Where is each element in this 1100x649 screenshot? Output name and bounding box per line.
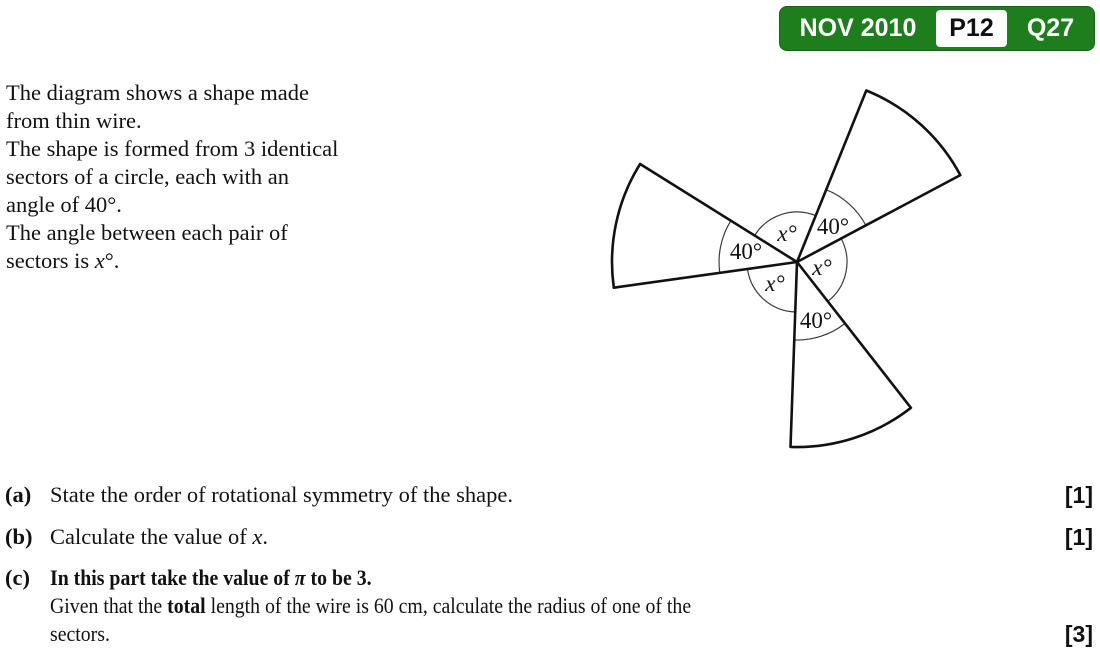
part-c-line3: [50, 620, 118, 648]
intro-line: [6, 247, 338, 275]
part-c-line3-text: sectors.: [50, 621, 110, 646]
wire-shape-diagram: [595, 85, 975, 460]
part-c-line1: [50, 564, 415, 592]
sector-left: [612, 164, 797, 288]
part-c-line2-pre: Given that the: [50, 593, 168, 618]
intro-line: The diagram shows a shape made: [6, 80, 310, 105]
intro-line-text: sectors is: [6, 248, 95, 273]
part-a-marks: [1]: [1064, 482, 1093, 508]
variable-pi: π: [294, 565, 306, 590]
intro-line: from thin wire.: [6, 108, 142, 133]
badge-paper-chip: [936, 10, 1007, 47]
part-c-line2: [50, 592, 779, 620]
sector-angle-label-bottom: 40°: [799, 308, 833, 333]
part-b-text-post: .: [262, 524, 269, 549]
part-a-text: State the order of rotational symmetry of the shape.: [50, 482, 513, 507]
intro-line: The angle between each pair of: [6, 220, 288, 245]
badge-paper-label: P12: [949, 14, 994, 42]
badge-question-label: Q27: [1026, 14, 1075, 42]
part-c-line1-post: to be 3.: [305, 565, 372, 590]
part-b-text: [50, 523, 268, 551]
part-b-text-pre: Calculate the value of: [50, 524, 253, 549]
part-b-label: (b): [5, 524, 33, 549]
sector-angle-label-left: 40°: [729, 239, 763, 264]
gap-angle-label-top: x°: [777, 221, 797, 246]
part-a-label: (a): [5, 482, 32, 507]
part-c-line1-pre: In this part take the value of: [50, 565, 295, 590]
paper-reference-badge: [779, 6, 1095, 51]
part-c-line2-bold-word: total: [167, 593, 206, 618]
variable-x: x: [94, 248, 105, 273]
intro-line-text: °.: [104, 248, 120, 273]
intro-line: angle of 40°.: [6, 192, 122, 217]
sector-angle-label-top-right: 40°: [816, 214, 850, 239]
part-c-marks: [3]: [1064, 621, 1093, 647]
variable-x: x: [252, 524, 263, 549]
part-c-line2-post: length of the wire is 60 cm, calculate the radius of one of the: [205, 593, 692, 618]
gap-angle-label-bottom-left: x°: [765, 271, 785, 296]
wire-sectors: [612, 91, 960, 448]
question-intro-paragraph: [6, 79, 338, 275]
intro-line: sectors of a circle, each with an: [6, 164, 289, 189]
angle-mark-arcs: [719, 190, 866, 340]
badge-session-label: NOV 2010: [799, 14, 917, 42]
sector-bottom: [791, 262, 911, 447]
part-c-label: (c): [5, 565, 30, 590]
part-b-marks: [1]: [1064, 524, 1093, 550]
intro-line: The shape is formed from 3 identical: [6, 136, 339, 161]
gap-angle-label-right: x°: [812, 255, 832, 280]
